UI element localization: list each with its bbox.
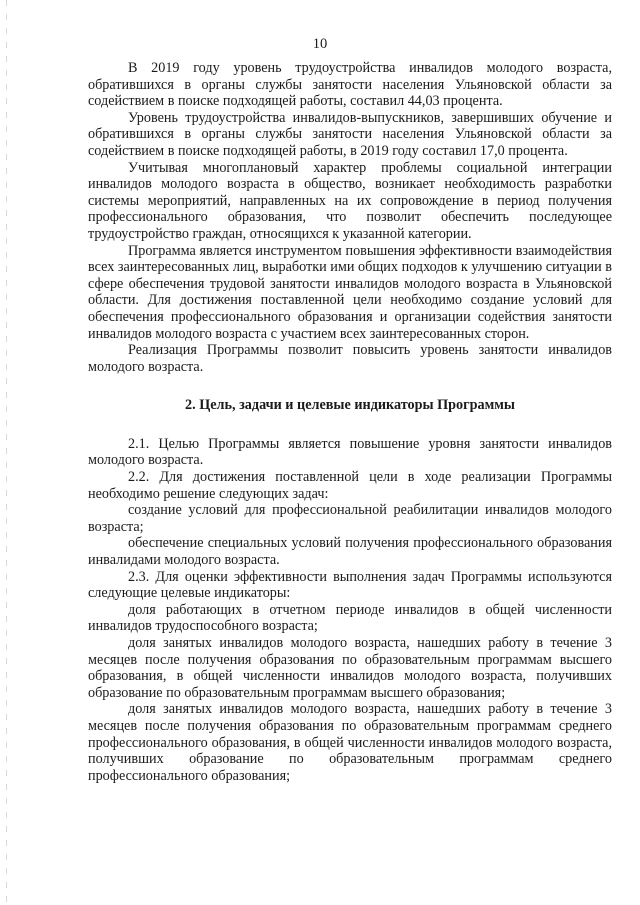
intro-paragraph-3: Учитывая многоплановый характер проблемы социальной интеграции инвалидов молодого возраста в общество, возникает необходимость разработки системы мероприятий, направленных на их сопровождение в период получения профессионального образования, что позволит обеспечить последующее трудоустройство граждан, относящихся к указанной категории.: [88, 159, 612, 242]
indicator-item-2: доля занятых инвалидов молодого возраста, нашедших работу в течение 3 месяцев после получения образования по образовательным программам высшего образования, в общей численности инвалидов молодого возраста, получивших образование по образовательным программам высшего образования;: [88, 635, 612, 701]
indicator-item-1: доля работающих в отчетном периоде инвалидов в общей численности инвалидов трудоспособного возраста;: [88, 601, 612, 635]
goal-paragraph: 2.1. Целью Программы является повышение уровня занятости инвалидов молодого возраста.: [88, 435, 612, 469]
indicators-intro-paragraph: 2.3. Для оценки эффективности выполнения задач Программы используются следующие целевые индикаторы:: [88, 568, 612, 602]
section-heading: 2. Цель, задачи и целевые индикаторы Программы: [185, 397, 515, 414]
intro-paragraph-1: В 2019 году уровень трудоустройства инвалидов молодого возраста, обратившихся в органы службы занятости населения Ульяновской области за содействием в поиске подходящей работы, составил 44,03 процента.: [88, 60, 612, 110]
scan-edge-artifact: [6, 0, 7, 905]
task-item-2: обеспечение специальных условий получения профессионального образования инвалидами молодого возраста.: [88, 535, 612, 569]
intro-paragraph-4: Программа является инструментом повышения эффективности взаимодействия всех заинтересованных лиц, выработки ими общих подходов к улучшению ситуации в сфере обеспечения трудовой занятости инвалидов молодого возраста в Ульяновской области. Для достижения поставленной цели необходимо создание условий для обеспечения профессионального образования и организации содействия занятости инвалидов молодого возраста с участием всех заинтересованных сторон.: [88, 242, 612, 342]
document-body: [88, 60, 612, 784]
indicator-item-3: доля занятых инвалидов молодого возраста, нашедших работу в течение 3 месяцев после получения образования по образовательным программам среднего профессионального образования, в общей численности инвалидов молодого возраста, получивших образование по образовательным программам среднего профессионального образования;: [88, 701, 612, 784]
intro-paragraph-2: Уровень трудоустройства инвалидов-выпускников, завершивших обучение и обратившихся в органы службы занятости населения Ульяновской области за содействием в поиске подходящей работы, в 2019 году составил 17,0 процента.: [88, 109, 612, 159]
tasks-intro-paragraph: 2.2. Для достижения поставленной цели в ходе реализации Программы необходимо решение следующих задач:: [88, 469, 612, 502]
intro-paragraph-5: Реализация Программы позволит повысить уровень занятости инвалидов молодого возраста.: [88, 342, 612, 375]
task-item-1: создание условий для профессиональной реабилитации инвалидов молодого возраста;: [88, 502, 612, 535]
page-number: 10: [312, 36, 328, 52]
